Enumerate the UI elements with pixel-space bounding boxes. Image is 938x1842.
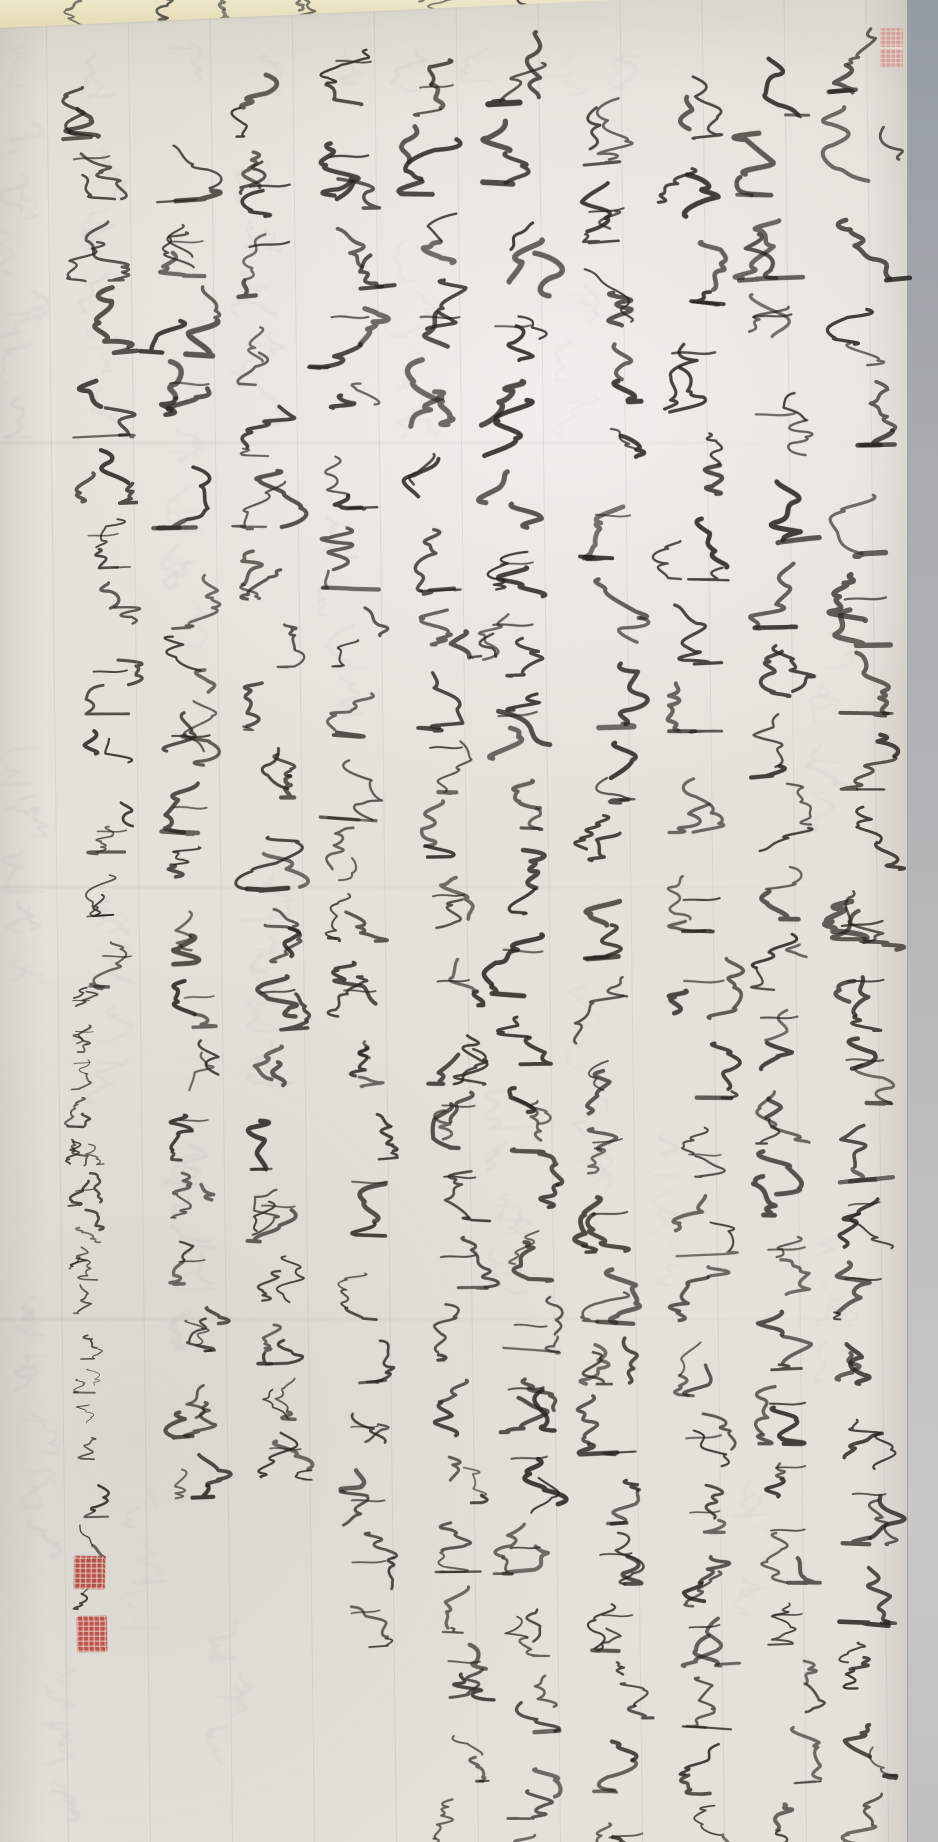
calligraphy-column-2 xyxy=(731,58,835,1842)
ghost-run xyxy=(552,286,601,438)
calligraphy-column-7 xyxy=(304,47,411,1649)
ghost-run xyxy=(646,1133,690,1286)
ghost-run xyxy=(80,54,115,99)
ghost-run xyxy=(390,50,428,92)
calligraphy-column-5 xyxy=(470,31,583,1842)
ghost-run xyxy=(119,1487,165,1628)
ghost-run xyxy=(203,1619,253,1765)
collector-seal-top-right xyxy=(880,28,903,68)
calligraphy-column-9 xyxy=(138,143,239,1499)
calligraphy-column-10 xyxy=(59,86,146,990)
ghost-run xyxy=(0,120,51,439)
ghost-run xyxy=(84,894,136,1105)
calligraphy-column-3 xyxy=(646,75,754,1842)
ghost-run xyxy=(13,1296,62,1559)
ghost-run xyxy=(168,40,204,80)
ghost-run xyxy=(544,54,586,96)
ghost-run xyxy=(564,985,615,1190)
ghost-run xyxy=(6,46,28,87)
ghost-run xyxy=(483,1086,534,1296)
calligraphy-column-4 xyxy=(560,97,668,1842)
ghost-writing-layer xyxy=(0,32,869,1821)
calligraphy-columns-layer xyxy=(59,27,929,1842)
ghost-run xyxy=(800,631,856,831)
ghost-run xyxy=(607,49,645,89)
ghost-run xyxy=(0,744,55,986)
artist-seal-upper xyxy=(74,1556,106,1590)
ghost-run xyxy=(315,516,367,716)
ghost-run xyxy=(459,49,491,83)
calligraphy-column-6 xyxy=(397,60,505,1842)
artist-seal-lower xyxy=(77,1616,108,1653)
ghost-run xyxy=(158,429,208,647)
ghost-run xyxy=(40,1665,80,1821)
